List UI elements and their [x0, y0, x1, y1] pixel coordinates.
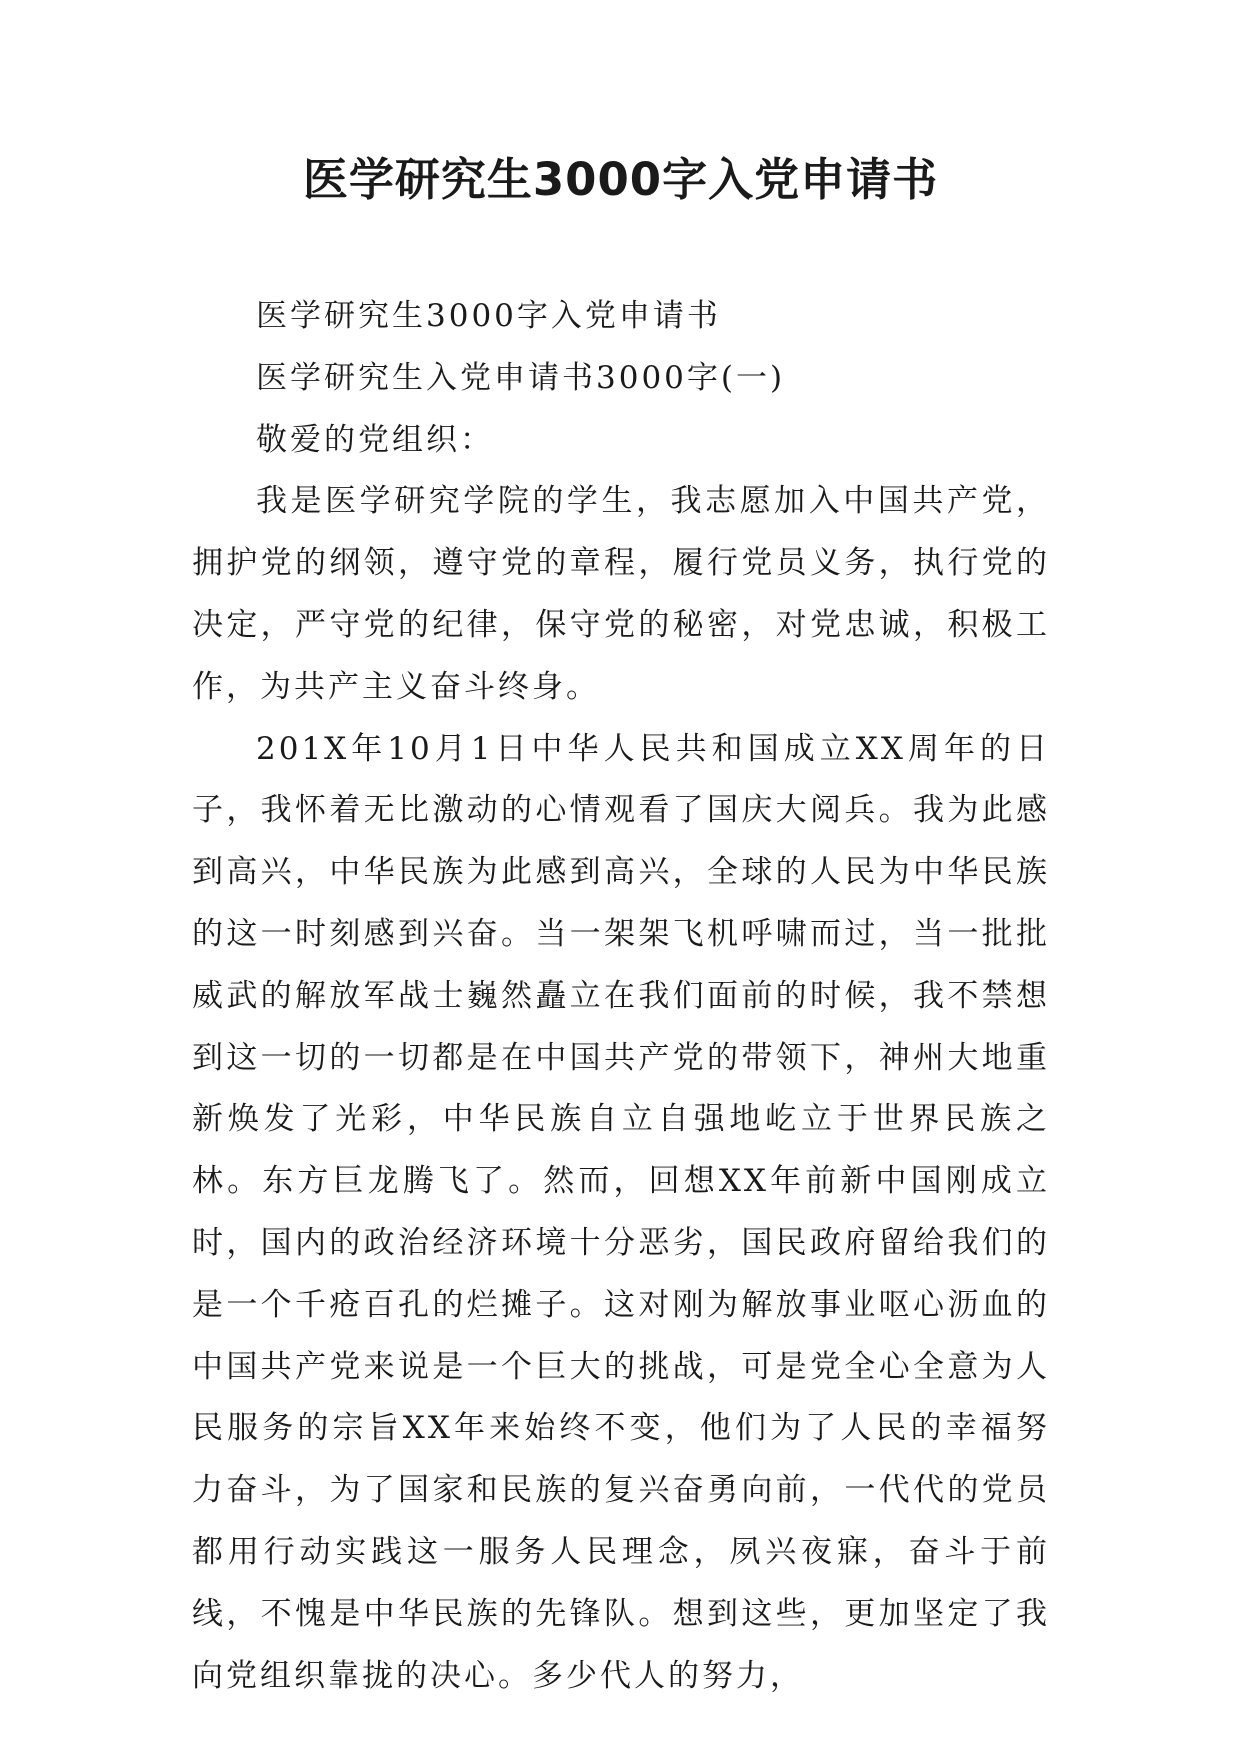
document-body: [192, 286, 1050, 1707]
document-title: 医学研究生3000字入党申请书: [302, 153, 939, 206]
paragraph-main: 201X年10月1日中华人民共和国成立XX周年的日子，我怀着无比激动的心情观看了国庆大阅兵。我为此感到高兴，中华民族为此感到高兴，全球的人民为中华民族的这一时刻感到兴奋。当一架架飞机呼啸而过，当一批批威武的解放军战士巍然矗立在我们面前的时候，我不禁想到这一切的一切都是在中国共产党的带领下，神州大地重新焕发了光彩，中华民族自立自强地屹立于世界民族之林。东方巨龙腾飞了。然而，回想XX年前新中国刚成立时，国内的政治经济环境十分恶劣，国民政府留给我们的是一个千疮百孔的烂摊子。这对刚为解放事业呕心沥血的中国共产党来说是一个巨大的挑战，可是党全心全意为人民服务的宗旨XX年来始终不变，他们为了人民的幸福努力奋斗，为了国家和民族的复兴奋勇向前，一代代的党员都用行动实践这一服务人民理念，夙兴夜寐，奋斗于前线，不愧是中华民族的先锋队。想到这些，更加坚定了我向党组织靠拢的决心。多少代人的努力，: [192, 730, 1050, 1694]
paragraph-subtitle: 医学研究生入党申请书3000字(一): [256, 359, 786, 396]
paragraph-declaration: 我是医学研究学院的学生，我志愿加入中国共产党，拥护党的纲领，遵守党的章程，履行党员义务，执行党的决定，严守党的纪律，保守党的秘密，对党忠诚，积极工作，为共产主义奋斗终身。: [192, 483, 1050, 705]
paragraph-salutation: 敬爱的党组织：: [256, 421, 494, 458]
paragraph-heading-repeat: 医学研究生3000字入党申请书: [256, 298, 721, 334]
